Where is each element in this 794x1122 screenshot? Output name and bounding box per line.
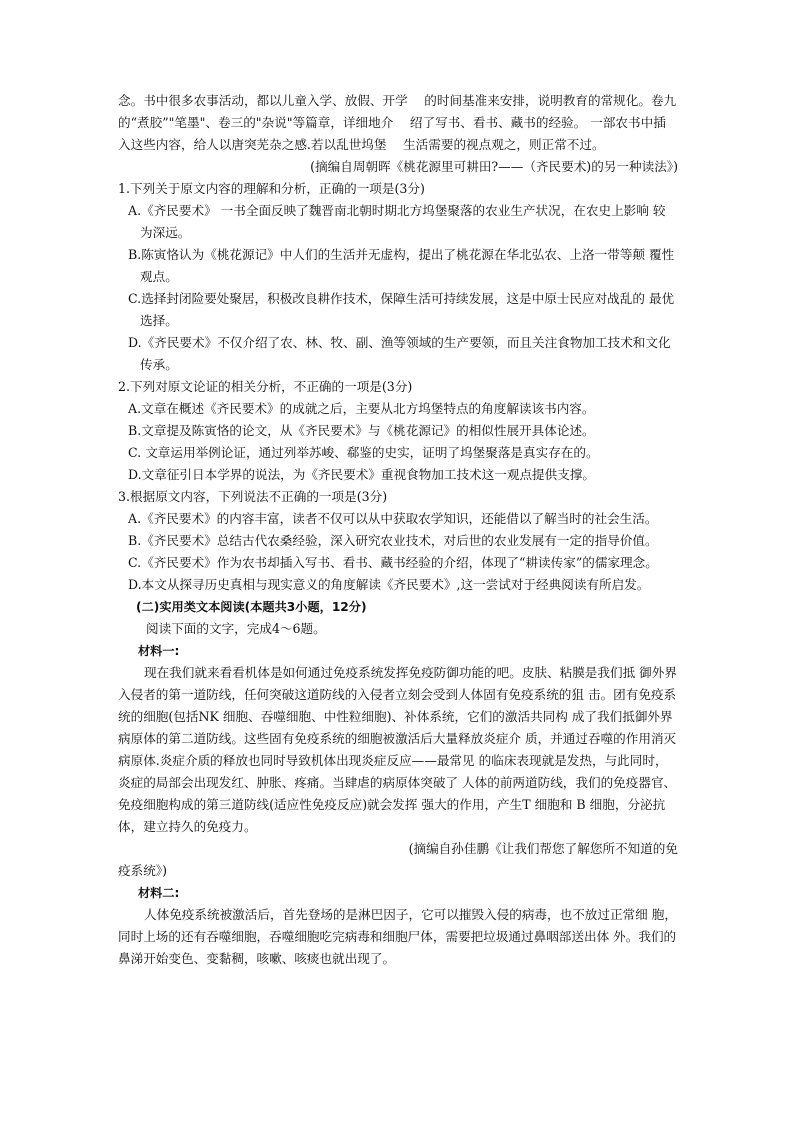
question-stem: 1.下列关于原文内容的理解和分析，正确的一项是(3分) bbox=[118, 181, 425, 196]
option-c: C.《齐民要术》作为农书却插入写书、看书、藏书经验的介绍，体现了“耕读传家”的儒家理念。 bbox=[128, 555, 658, 570]
question-stem: 2.下列对原文论证的相关分析，不正确的一项是(3分) bbox=[118, 379, 413, 394]
document-content bbox=[118, 90, 678, 970]
source-citation-1: (摘编自周朝晖《桃花源里可耕田?——（齐民要术)的另一种读法》) bbox=[310, 159, 678, 174]
option-a: A.《齐民要术》的内容丰富，读者不仅可以从中获取农学知识，还能借以了解当时的社会生活。 bbox=[128, 511, 658, 526]
section-title: (二)实用类文本阅读(本题共3小题，12分) bbox=[136, 600, 367, 614]
section-instruction: 阅读下面的文字，完成4～6题。 bbox=[146, 621, 326, 636]
question-3 bbox=[118, 486, 678, 596]
question-stem: 3.根据原文内容，下列说法不正确的一项是(3分) bbox=[118, 489, 388, 504]
top-paragraph: 念。书中很多农事活动，都以儿童入学、放假、开学 的时间基准来安排，说明教育的常规化。卷九的“煮胶”"笔墨"、卷三的"杂说"等篇章，详细地介 绍了写书、看书、藏书的经验。 一部农书中插入这些内容，给人以唐突芜杂之感.若以乱世坞堡 生活需要的视点观之，则正常不过。 bbox=[118, 93, 677, 152]
question-1 bbox=[118, 178, 678, 376]
option-d: D.文章征引日本学界的说法，为《齐民要术》重视食物加工技术这一观点提供支撑。 bbox=[128, 467, 596, 482]
option-c: C. 文章运用举例论证，通过列举苏峻、郗鉴的史实，证明了坞堡聚落是真实存在的。 bbox=[128, 445, 599, 460]
material-2-text: 人体免疫系统被激活后，首先登场的是淋巴因子，它可以摧毁入侵的病毒，也不放过正常细 胞，同时上场的还有吞噬细胞，吞噬细胞吃完病毒和细胞尸体，需要把垃圾通过鼻咽部送出体 外。我们的鼻涕开始变色、变黏稠，咳嗽、咳痰也就出现了。 bbox=[118, 907, 677, 966]
option-d: D.《齐民要术》不仅介绍了农、林、牧、副、渔等领域的生产要领，而且关注食物加工技术和文化 传承。 bbox=[128, 335, 671, 372]
question-2 bbox=[118, 376, 678, 486]
option-c: C.选择封闭险要处聚居，积极改良耕作技术，保障生活可持续发展，这是中原士民应对战乱的 最优选择。 bbox=[128, 291, 675, 328]
material-1-title: 材料一: bbox=[138, 644, 180, 658]
option-b: B.《齐民要术》总结古代农桑经验，深入研究农业技术，对后世的农业发展有一定的指导价值。 bbox=[128, 533, 658, 548]
option-a: A.文章在概述《齐民要术》的成就之后，主要从北方坞堡特点的角度解读该书内容。 bbox=[128, 401, 595, 416]
option-a: A.《齐民要术》 一书全面反映了魏晋南北朝时期北方坞堡聚落的农业生产状况，在农史上影响 较为深远。 bbox=[128, 203, 666, 240]
material-2-title: 材料二: bbox=[138, 886, 180, 900]
source-citation-2-cont: 疫系统》) bbox=[118, 863, 167, 878]
option-b: B.文章提及陈寅恪的论文，从《齐民要术》与《桃花源记》的相似性展开具体论述。 bbox=[128, 423, 595, 438]
source-citation-2: (摘编自孙佳鹏《让我们帮您了解您所不知道的免 bbox=[408, 841, 678, 856]
option-b: B.陈寅恪认为《桃花源记》中人们的生活并无虚构，提出了桃花源在华北弘农、上洛一带等颠 覆性观点。 bbox=[128, 247, 675, 284]
material-1-text: 现在我们就来看看机体是如何通过免疫系统发挥免疫防御功能的吧。皮肤、粘膜是我们抵 御外界入侵者的第一道防线，任何突破这道防线的入侵者立刻会受到人体固有免疫系统的狙 击。团有免疫系统的细胞(包括NK 细胞、吞噬细胞、中性粒细胞)、补体系统，它们的激活共同构 成了我们抵御外界病原体的第二道防线。这些固有免疫系统的细胞被激活后大量释放炎症介 质，并通过吞噬的作用消灭病原体.炎症介质的释放也同时导致机体出现炎症反应——最常见 的临床表现就是发热，与此同时，炎症的局部会出现发红、肿胀、疼痛。当肆虐的病原体突破了 人体的前两道防线，我们的免疫器官、免疫细胞构成的第三道防线(适应性免疫反应)就会发挥 强大的作用，产生T 细胞和 B 细胞，分泌抗体，建立持久的免疫力。 bbox=[118, 665, 677, 834]
option-d: D.本文从探寻历史真相与现实意义的角度解读《齐民要术》,这一尝试对于经典阅读有所启发。 bbox=[128, 577, 650, 592]
